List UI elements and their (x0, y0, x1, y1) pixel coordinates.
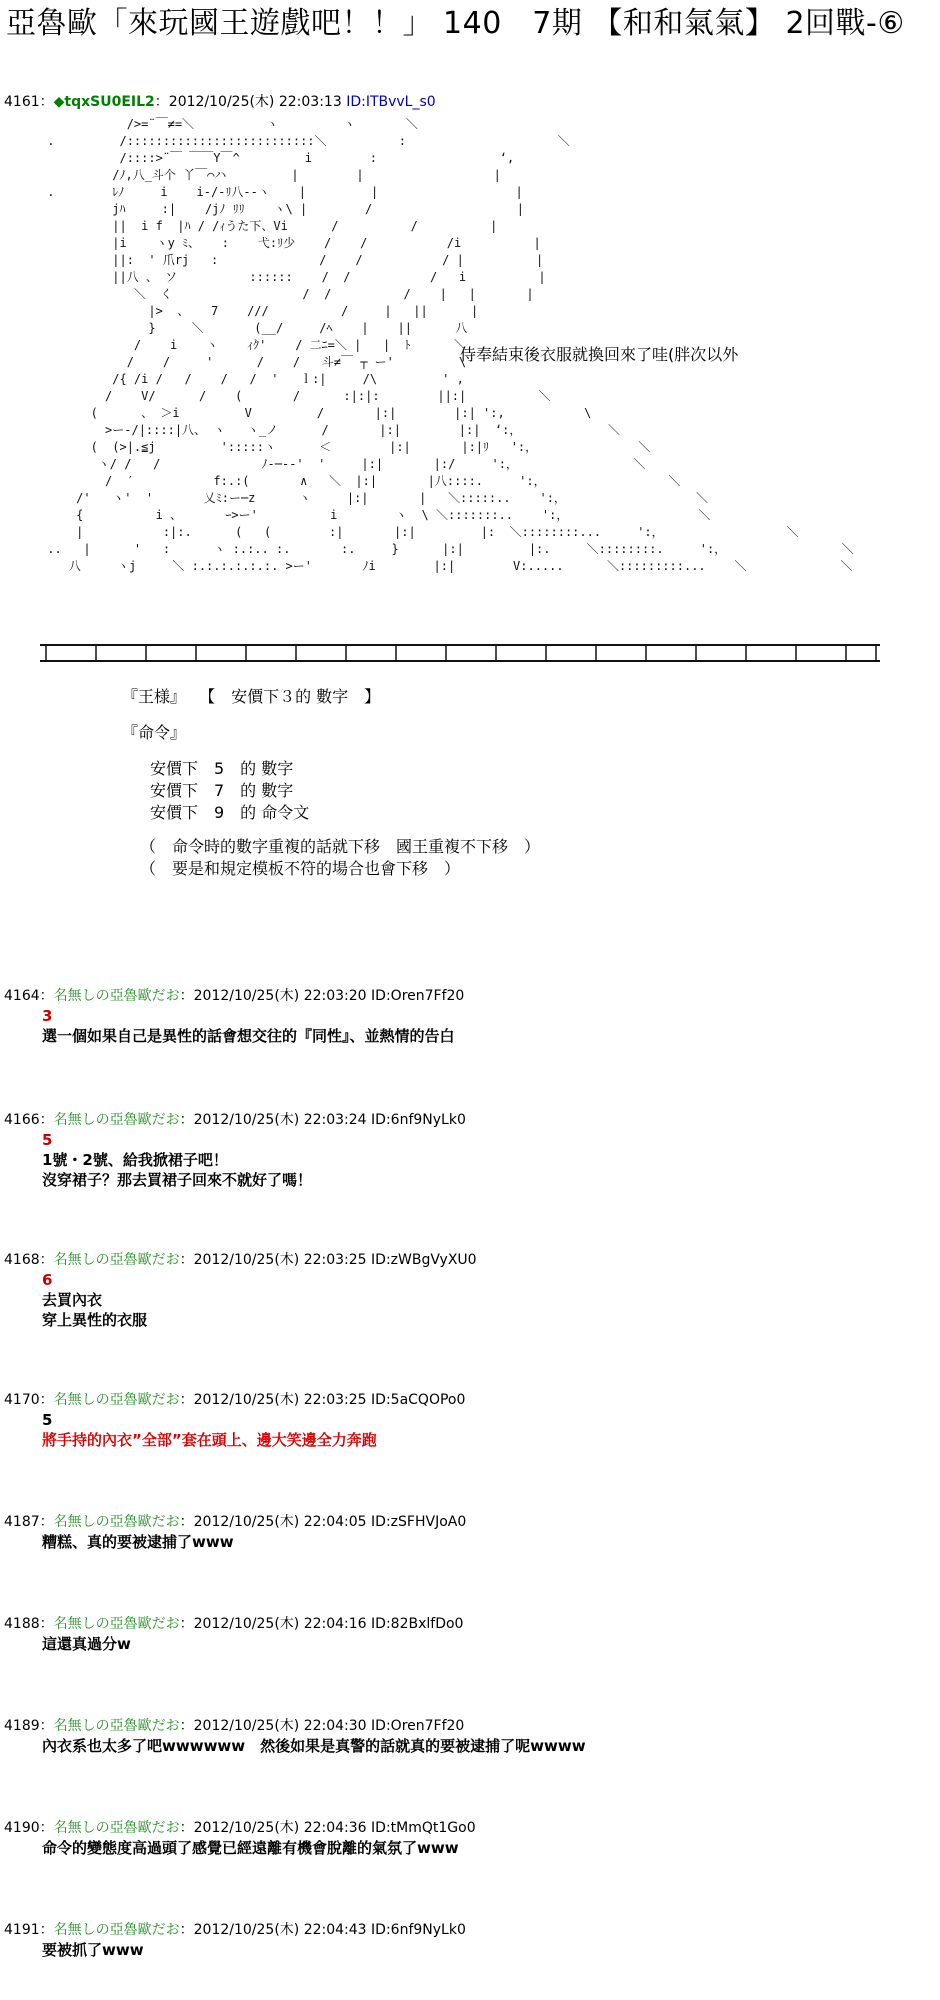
poster-name[interactable]: 名無しの亞魯歐だお (53, 1718, 180, 1734)
section-divider (40, 640, 880, 666)
reply-post (0, 1614, 940, 1654)
post-body (42, 1006, 940, 1046)
reply-anchor[interactable]: 5 (42, 1131, 53, 1149)
separator: ： (179, 1514, 194, 1530)
post-line: 要被抓了www (42, 1941, 144, 1959)
post-date: 2012/10/25(木) 22:04:05 (193, 1514, 367, 1530)
separator: ： (39, 1922, 54, 1938)
post-number: 4191 (4, 1922, 40, 1938)
rule-note-2: （ 要是和規定模板不符的場合也會下移 ） (140, 859, 461, 878)
post-header (4, 1716, 940, 1736)
post-header (4, 1250, 940, 1270)
rule-command-1: 安價下 5 的 數字 (150, 759, 294, 778)
separator: ： (179, 1922, 194, 1938)
poster-id: ID:zWBgVyXU0 (371, 1252, 477, 1268)
separator: ： (39, 1718, 54, 1734)
post-number: 4188 (4, 1616, 40, 1632)
reply-post (0, 1920, 940, 1960)
post-date: 2012/10/25(木) 22:04:43 (193, 1922, 367, 1938)
reply-post (0, 1512, 940, 1552)
reply-post (0, 1390, 940, 1450)
rule-command-2: 安價下 7 的 數字 (150, 781, 294, 800)
post-header (4, 1920, 940, 1940)
ascii-art-figure: />=¨￣≠=＼ ヽ ヽ ＼ . /::::::::::::::::::::::::::＼ : ＼ /::::>¨￣ ￣￣Y￣^ i : ‘, /ﾉ,八_斗个 丫￣⌒ハ | | | . ﾚﾉ i i-/-ﾘ八-‐ヽ | | | jﾊ :| /jﾉ ﾘﾘ ヽ\ | / | || i f |ﾊ / /ｨうた下、Vi / / | |i ヽy ﾐ、 : 弋:ﾘ少 / / /i | ||: ' 爪rj : / / / | | ||八 、 ソ :::::: / / / i | ＼ く / / / | | | |> 、 7 /// / | || | } ＼ (__/ /ﾍ | || 八 / i ヽ ｨｸ' / 二ﾆ=＼ | | ﾄ ＼ / / ' / / 斗≠￣ ┬ ー' \ /{ /i / / / / ' ｌ:| /\ ' , / V/ / ( / :|:|: ||:| ＼ ( 、 ＞i V / |:| |:| ':, \ >ー-/|::::|八、 ヽ ヽ_ノ / |:| |:| ‘:， ＼ ( (>|.≦j ':::::ヽ ＜ |:| |:|ﾘ ':， ＼ ヽ/ / / ﾉ-─‐‐' ' |:| |:/ ':， ＼ / ′ f:.:( ∧ ＼ |:| |八::::. ':， ＼ /' ヽ' ' 乂ﾐ:ー─z ヽ |:| | ＼:::::.. ':， ＼ { i 、 ｰ>ー' i ヽ \ ＼:::::::.. ':， ＼ | :|:. ( ( :| |:| |: ＼::::::::... ':， ＼ .. | ' : ヽ :.:.. :. :. } |:| |:. ＼::::::::. ':， ＼ 八 ヽj ＼ :.:.:.:.:.:. >ー' ﾉi |:| V:..... ＼:::::::::... ＼ ＼ (47, 117, 854, 573)
reply-post (0, 1250, 940, 1330)
post-number: 4190 (4, 1820, 40, 1836)
reply-post (0, 1716, 940, 1756)
post-line: 這還真過分w (42, 1635, 131, 1653)
post-line: 去買內衣 (42, 1291, 103, 1309)
separator: ： (179, 1616, 194, 1632)
poster-id[interactable]: ID:ITBvvL_s0 (346, 94, 436, 110)
post-date: 2012/10/25(木) 22:04:30 (193, 1718, 367, 1734)
poster-id: ID:Oren7Ff20 (371, 1718, 465, 1734)
poster-name[interactable]: 名無しの亞魯歐だお (53, 1392, 180, 1408)
post-header (4, 1512, 940, 1532)
post-number: 4168 (4, 1252, 40, 1268)
op-post-header (0, 92, 940, 112)
poster-name[interactable]: 名無しの亞魯歐だお (53, 1616, 180, 1632)
separator: ： (179, 1718, 194, 1734)
post-header (4, 1818, 940, 1838)
separator: ： (39, 1514, 54, 1530)
post-header (4, 1614, 940, 1634)
poster-id: ID:5aCQOPo0 (371, 1392, 466, 1408)
poster-id: ID:zSFHVJoA0 (371, 1514, 467, 1530)
separator: ： (179, 1392, 194, 1408)
reply-anchor[interactable]: 6 (42, 1271, 53, 1289)
game-rules (122, 686, 540, 880)
page-title: 亞魯歐「來玩國王遊戲吧！！」 140 7期 【和和氣氣】 2回戰-⑥ (6, 6, 905, 41)
poster-id: ID:6nf9NyLk0 (371, 1922, 466, 1938)
poster-name[interactable]: 名無しの亞魯歐だお (53, 1514, 180, 1530)
poster-name[interactable]: 名無しの亞魯歐だお (53, 988, 180, 1004)
separator: ： (179, 988, 194, 1004)
post-line: 命令的變態度高過頭了感覺已經遠離有機會脫離的氣氛了www (42, 1839, 459, 1857)
post-number: 4187 (4, 1514, 40, 1530)
post-number: 4189 (4, 1718, 40, 1734)
post-header (4, 986, 940, 1006)
post-body (42, 1634, 940, 1654)
separator: ： (179, 1820, 194, 1836)
separator: ： (179, 1252, 194, 1268)
post-body (42, 1838, 940, 1858)
poster-id: ID:tMmQt1Go0 (371, 1820, 476, 1836)
post-line: 內衣系也太多了吧wwwwww 然後如果是真警的話就真的要被逮捕了呢wwww (42, 1737, 586, 1755)
rule-king: 『王様』 【 安價下３的 數字 】 (122, 687, 381, 706)
rule-note-1: （ 命令時的數字重複的話就下移 國王重複不下移 ） (140, 837, 541, 856)
post-date: 2012/10/25(木) 22:03:13 (168, 94, 342, 110)
post-date: 2012/10/25(木) 22:03:24 (193, 1112, 367, 1128)
reply-post (0, 1110, 940, 1190)
post-line: 選一個如果自己是異性的話會想交往的『同性』、並熱情的告白 (42, 1027, 455, 1045)
post-line: 1號・2號、給我掀裙子吧！ (42, 1151, 228, 1169)
post-line: 沒穿裙子？那去買裙子回來不就好了嗎！ (42, 1171, 313, 1189)
post-date: 2012/10/25(木) 22:04:36 (193, 1820, 367, 1836)
poster-name[interactable]: 名無しの亞魯歐だお (53, 1112, 180, 1128)
post-body (42, 1410, 940, 1450)
rule-command-heading: 『命令』 (122, 723, 187, 742)
post-number: 4166 (4, 1112, 40, 1128)
post-body (42, 1736, 940, 1756)
post-date: 2012/10/25(木) 22:03:20 (193, 988, 367, 1004)
reply-anchor[interactable]: 5 (42, 1411, 53, 1429)
post-header (4, 1390, 940, 1410)
post-number: 4161 (4, 94, 40, 110)
separator: ： (39, 988, 54, 1004)
separator: ： (179, 1112, 194, 1128)
post-body (42, 1940, 940, 1960)
poster-name[interactable]: 名無しの亞魯歐だお (53, 1922, 180, 1938)
separator: ： (39, 1112, 54, 1128)
post-date: 2012/10/25(木) 22:03:25 (193, 1252, 367, 1268)
reply-post (0, 1818, 940, 1858)
poster-id: ID:82BxlfDo0 (371, 1616, 464, 1632)
poster-name[interactable]: 名無しの亞魯歐だお (53, 1252, 180, 1268)
post-body (42, 1270, 940, 1330)
post-line: 穿上異性的衣服 (42, 1311, 148, 1329)
poster-name[interactable]: ◆tqxSU0EIL2 (53, 94, 155, 110)
rule-command-3: 安價下 9 的 命令文 (150, 803, 310, 822)
post-body (42, 1130, 940, 1190)
post-header (4, 1110, 940, 1130)
separator: ： (154, 94, 169, 110)
post-date: 2012/10/25(木) 22:04:16 (193, 1616, 367, 1632)
separator: ： (39, 94, 54, 110)
ascii-art-caption: 侍奉結束後衣服就換回來了哇(胖次以外 (460, 345, 739, 364)
reply-post (0, 986, 940, 1046)
post-line: 糟糕、真的要被逮捕了www (42, 1533, 234, 1551)
post-date: 2012/10/25(木) 22:03:25 (193, 1392, 367, 1408)
poster-id: ID:Oren7Ff20 (371, 988, 465, 1004)
poster-id: ID:6nf9NyLk0 (371, 1112, 466, 1128)
post-number: 4170 (4, 1392, 40, 1408)
post-number: 4164 (4, 988, 40, 1004)
separator: ： (39, 1392, 54, 1408)
post-body (42, 1532, 940, 1552)
separator: ： (39, 1616, 54, 1632)
separator: ： (39, 1252, 54, 1268)
reply-anchor[interactable]: 3 (42, 1007, 53, 1025)
post-line: 將手持的內衣”全部”套在頭上、邊大笑邊全力奔跑 (42, 1431, 377, 1449)
poster-name[interactable]: 名無しの亞魯歐だお (53, 1820, 180, 1836)
separator: ： (39, 1820, 54, 1836)
